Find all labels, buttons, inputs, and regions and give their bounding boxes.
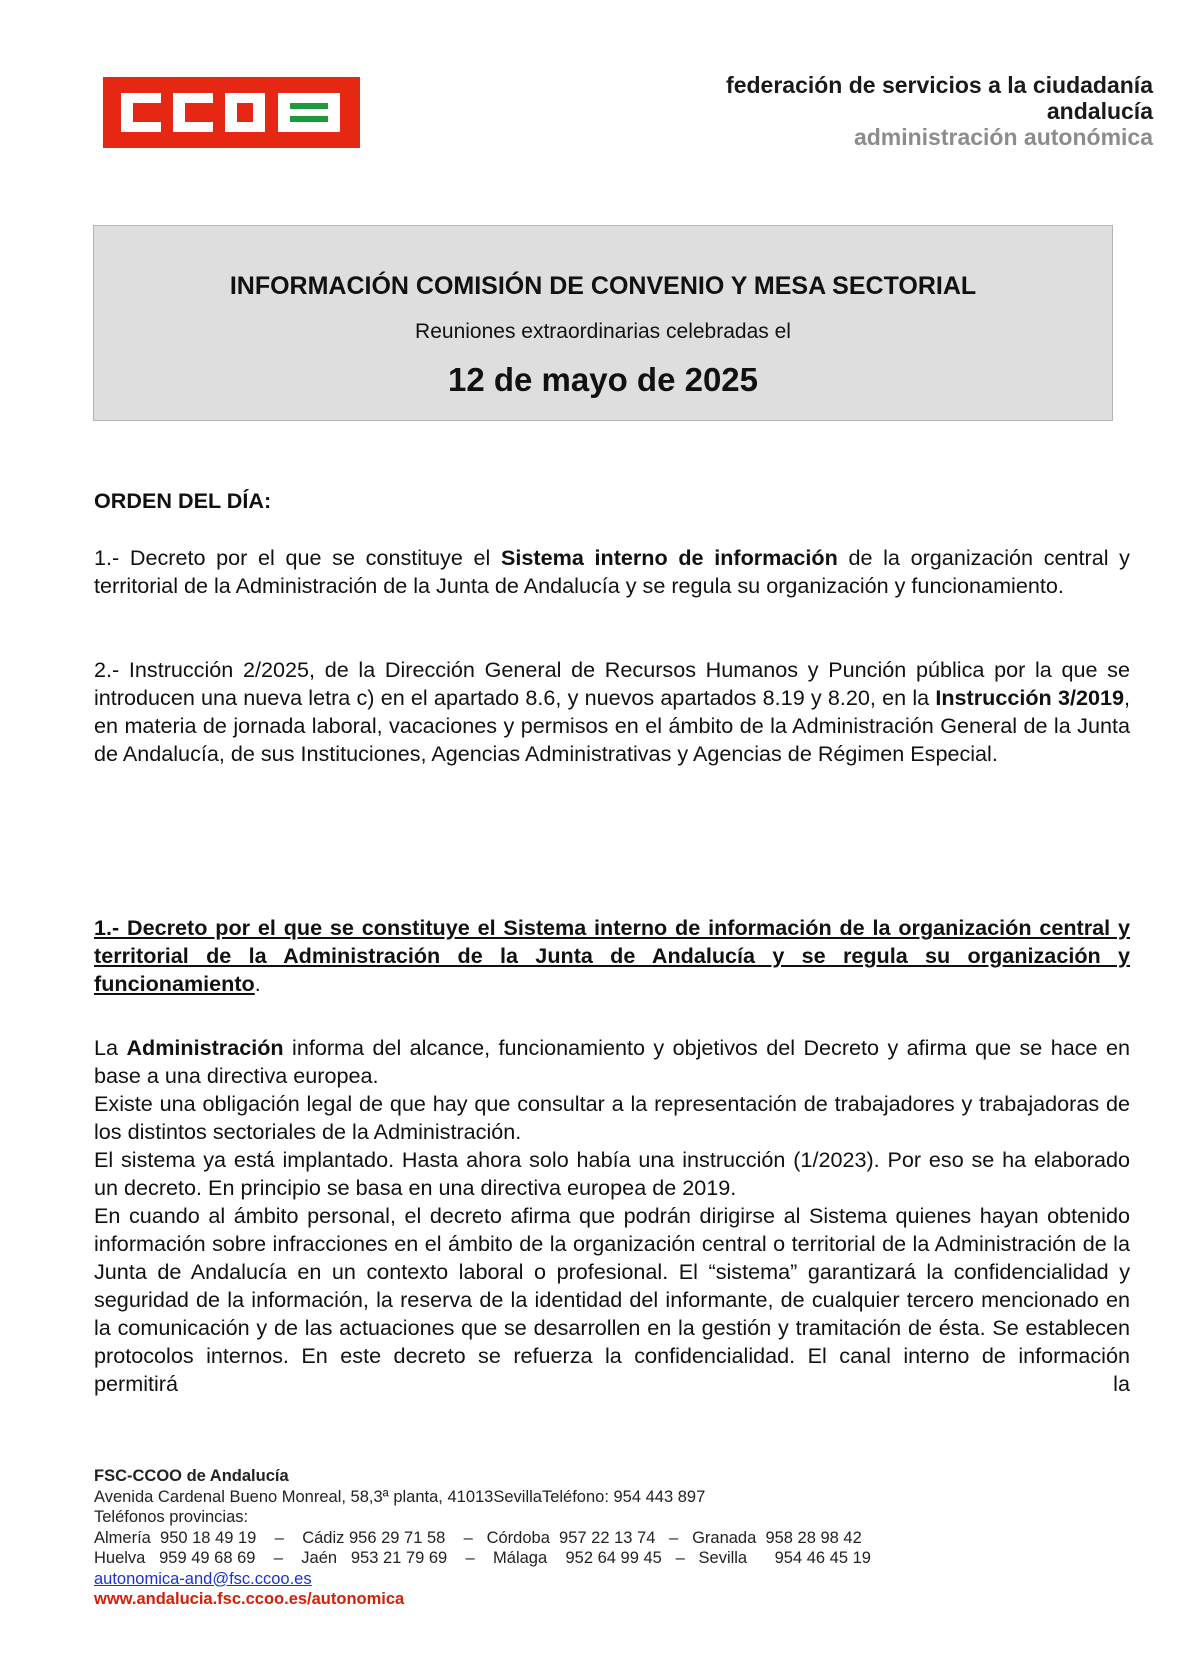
- orden-item-2-text-end: , en materia de jornada laboral, vacaciones y permisos en el ámbito de la Administración General de la Junta de Andalucía, de sus Instituciones, Agencias Administrativas y Agencias de Régimen Especial.: [94, 685, 1130, 766]
- section1-p1-text: La: [94, 1035, 127, 1060]
- section1-p3: El sistema ya está implantado. Hasta ahora solo había una instrucción (1/2023). Por eso se ha elaborado un decreto. En principio se basa en una directiva europea de 2019.: [94, 1147, 1130, 1200]
- orden-item-1-text: 1.- Decreto por el que se constituye el: [94, 545, 502, 570]
- org-line2: andalucía: [1046, 98, 1153, 124]
- doc-title: INFORMACIÓN COMISIÓN DE CONVENIO Y MESA SECTORIAL: [229, 272, 977, 300]
- title-box: [93, 225, 1113, 421]
- section1-heading-end: .: [254, 971, 261, 996]
- footer-web-link[interactable]: www.andalucia.fsc.ccoo.es/autonomica: [94, 1590, 405, 1608]
- org-line3: administración autonómica: [853, 124, 1153, 150]
- ccoo-logo: [103, 77, 360, 148]
- footer-org: FSC-CCOO de Andalucía: [94, 1467, 289, 1485]
- orden-item-2-bold: Instrucción 3/2019: [935, 685, 1124, 710]
- footer: [94, 1466, 871, 1610]
- orden-item-1: [94, 544, 1130, 600]
- section1-heading: [94, 914, 1130, 998]
- org-header: [726, 72, 1153, 150]
- section1-heading-text: 1.- Decreto por el que se constituye el Sistema interno de información de la organización central y territorial de la Administración de la Junta de Andalucía y se regula su organización y funcionamiento: [94, 915, 1130, 996]
- section1-body: [94, 1034, 1130, 1398]
- orden-item-1-bold: Sistema interno de información: [501, 545, 838, 570]
- orden-item-2-text: 2.- Instrucción 2/2025, de la Dirección General de Recursos Humanos y Punción pública por la que se introducen una nueva letra c) en el apartado 8.6, y nuevos apartados 8.19 y 8.20, en la: [94, 657, 1130, 710]
- section1-p4: En cuando al ámbito personal, el decreto afirma que podrán dirigirse al Sistema quienes hayan obtenido información sobre infracciones en el ámbito de la organización central o territorial de la Administración de la Junta de Andalucía en un contexto laboral o profesional. El “sistema” garantizará la confidencialidad y seguridad de la información, la reserva de la identidad del informante, de cualquier tercero mencionado en la comunicación y de las actuaciones que se desarrollen en la gestión y tramitación de ésta. Se establecen protocolos internos. En este decreto se refuerza la confidencialidad. El canal interno de información permitirá la: [94, 1203, 1130, 1396]
- orden-item-2: [94, 656, 1130, 768]
- footer-phones-row2: Huelva 959 49 68 69 – Jaén 953 21 79 69 – Málaga 952 64 99 45 – Sevilla 954 46 45 19: [94, 1549, 871, 1567]
- section1-p2: Existe una obligación legal de que hay que consultar a la representación de trabajadores y trabajadoras de los distintos sectoriales de la Administración.: [94, 1091, 1130, 1144]
- footer-email-link[interactable]: autonomica-and@fsc.ccoo.es: [94, 1569, 312, 1588]
- section1-p1-text-end: informa del alcance, funcionamiento y objetivos del Decreto y afirma que se hace en base a una directiva europea.: [94, 1035, 1130, 1088]
- ccoo-logo-icon: [103, 77, 360, 148]
- orden-item-1-text-end: de la organización central y territorial de la Administración de la Junta de Andalucía y se regula su organización y funcionamiento.: [94, 545, 1130, 598]
- orden-heading: ORDEN DEL DÍA:: [94, 488, 272, 513]
- footer-phones-label: Teléfonos provincias:: [94, 1508, 249, 1526]
- org-line1: federación de servicios a la ciudadanía: [726, 72, 1153, 98]
- doc-date: 12 de mayo de 2025: [447, 361, 759, 398]
- footer-phones-row1: Almería 950 18 49 19 – Cádiz 956 29 71 58 – Córdoba 957 22 13 74 – Granada 958 28 98 42: [94, 1528, 862, 1547]
- section1-p1-bold: Administración: [126, 1035, 284, 1060]
- footer-address: Avenida Cardenal Bueno Monreal, 58,3ª planta, 41013SevillaTeléfono: 954 443 897: [94, 1487, 706, 1506]
- doc-subtitle: Reuniones extraordinarias celebradas el: [415, 320, 791, 343]
